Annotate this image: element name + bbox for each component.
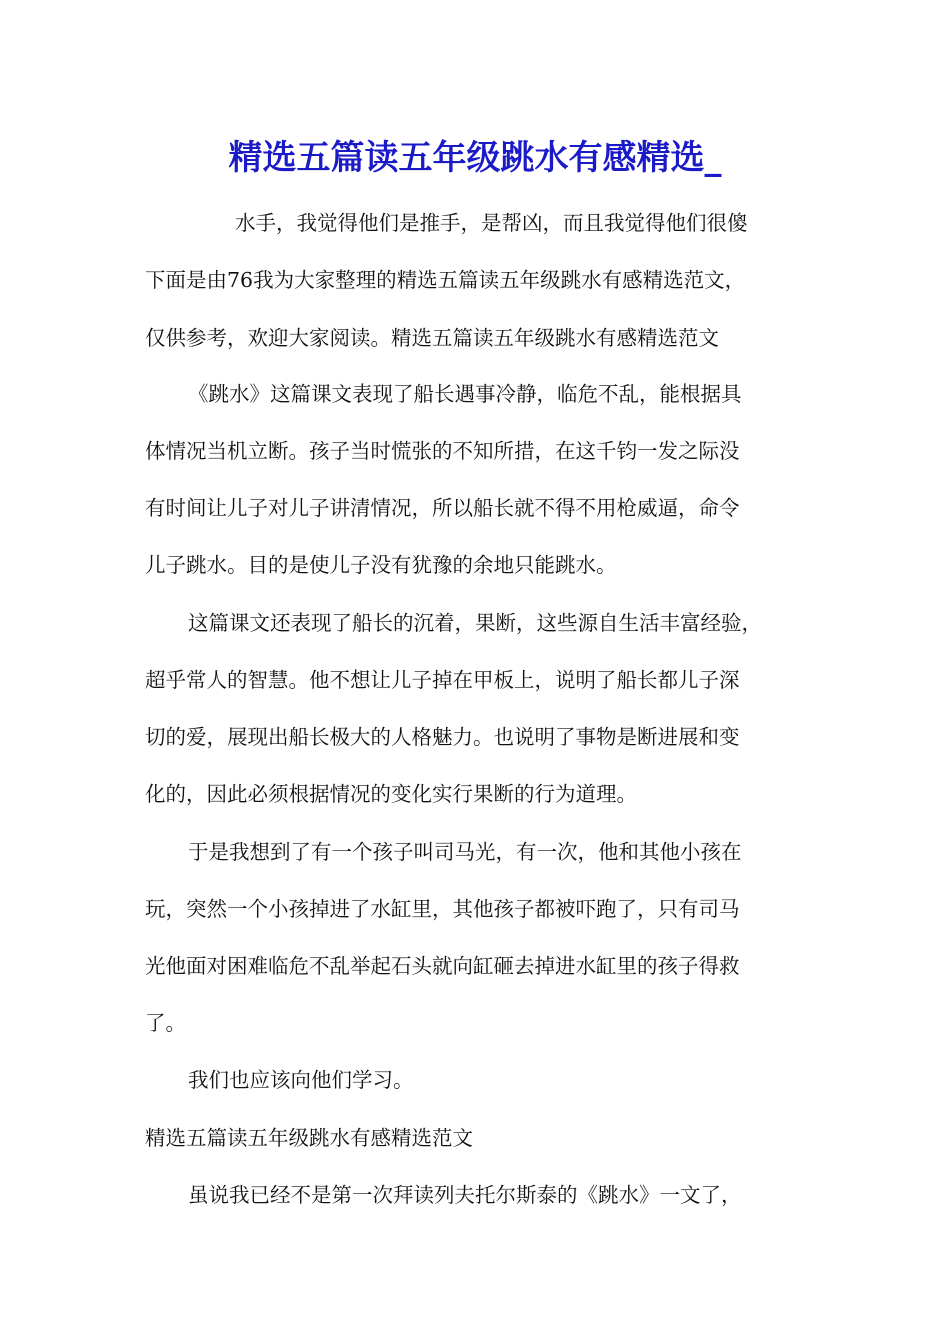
text-line: 体情况当机立断。孩子当时慌张的不知所措，在这千钧一发之际没: [145, 439, 740, 463]
text-line: 切的爱，展现出船长极大的人格魅力。也说明了事物是断进展和变: [145, 725, 740, 749]
text-line: 光他面对困难临危不乱举起石头就向缸砸去掉进水缸里的孩子得救: [145, 954, 740, 978]
text-line: 有时间让儿子对儿子讲清情况，所以船长就不得不用枪威逼，命令: [145, 496, 740, 520]
text-line: 下面是由76我为大家整理的精选五篇读五年级跳水有感精选范文，: [145, 268, 746, 292]
text-line: 超乎常人的智慧。他不想让儿子掉在甲板上，说明了船长都儿子深: [145, 668, 740, 692]
text-line: 化的，因此必须根据情况的变化实行果断的行为道理。: [145, 782, 637, 806]
section-heading: 精选五篇读五年级跳水有感精选范文: [145, 1126, 473, 1150]
text-line: 《跳水》这篇课文表现了船长遇事冷静，临危不乱，能根据具: [188, 382, 742, 406]
text-line: 仅供参考，欢迎大家阅读。精选五篇读五年级跳水有感精选范文: [145, 326, 719, 350]
text-line: 于是我想到了有一个孩子叫司马光，有一次，他和其他小孩在: [188, 840, 742, 864]
document-title: 精选五篇读五年级跳水有感精选_: [228, 138, 722, 178]
text-line: 了。: [145, 1011, 186, 1035]
text-line: 虽说我已经不是第一次拜读列夫托尔斯泰的《跳水》一文了，: [188, 1183, 742, 1207]
text-line: 儿子跳水。目的是使儿子没有犹豫的余地只能跳水。: [145, 553, 617, 577]
text-line: 这篇课文还表现了船长的沉着，果断，这些源自生活丰富经验，: [188, 611, 762, 635]
text-line: 水手，我觉得他们是推手，是帮凶，而且我觉得他们很傻: [235, 211, 748, 235]
text-line: 玩，突然一个小孩掉进了水缸里，其他孩子都被吓跑了，只有司马: [145, 897, 740, 921]
text-line: 我们也应该向他们学习。: [188, 1068, 414, 1092]
